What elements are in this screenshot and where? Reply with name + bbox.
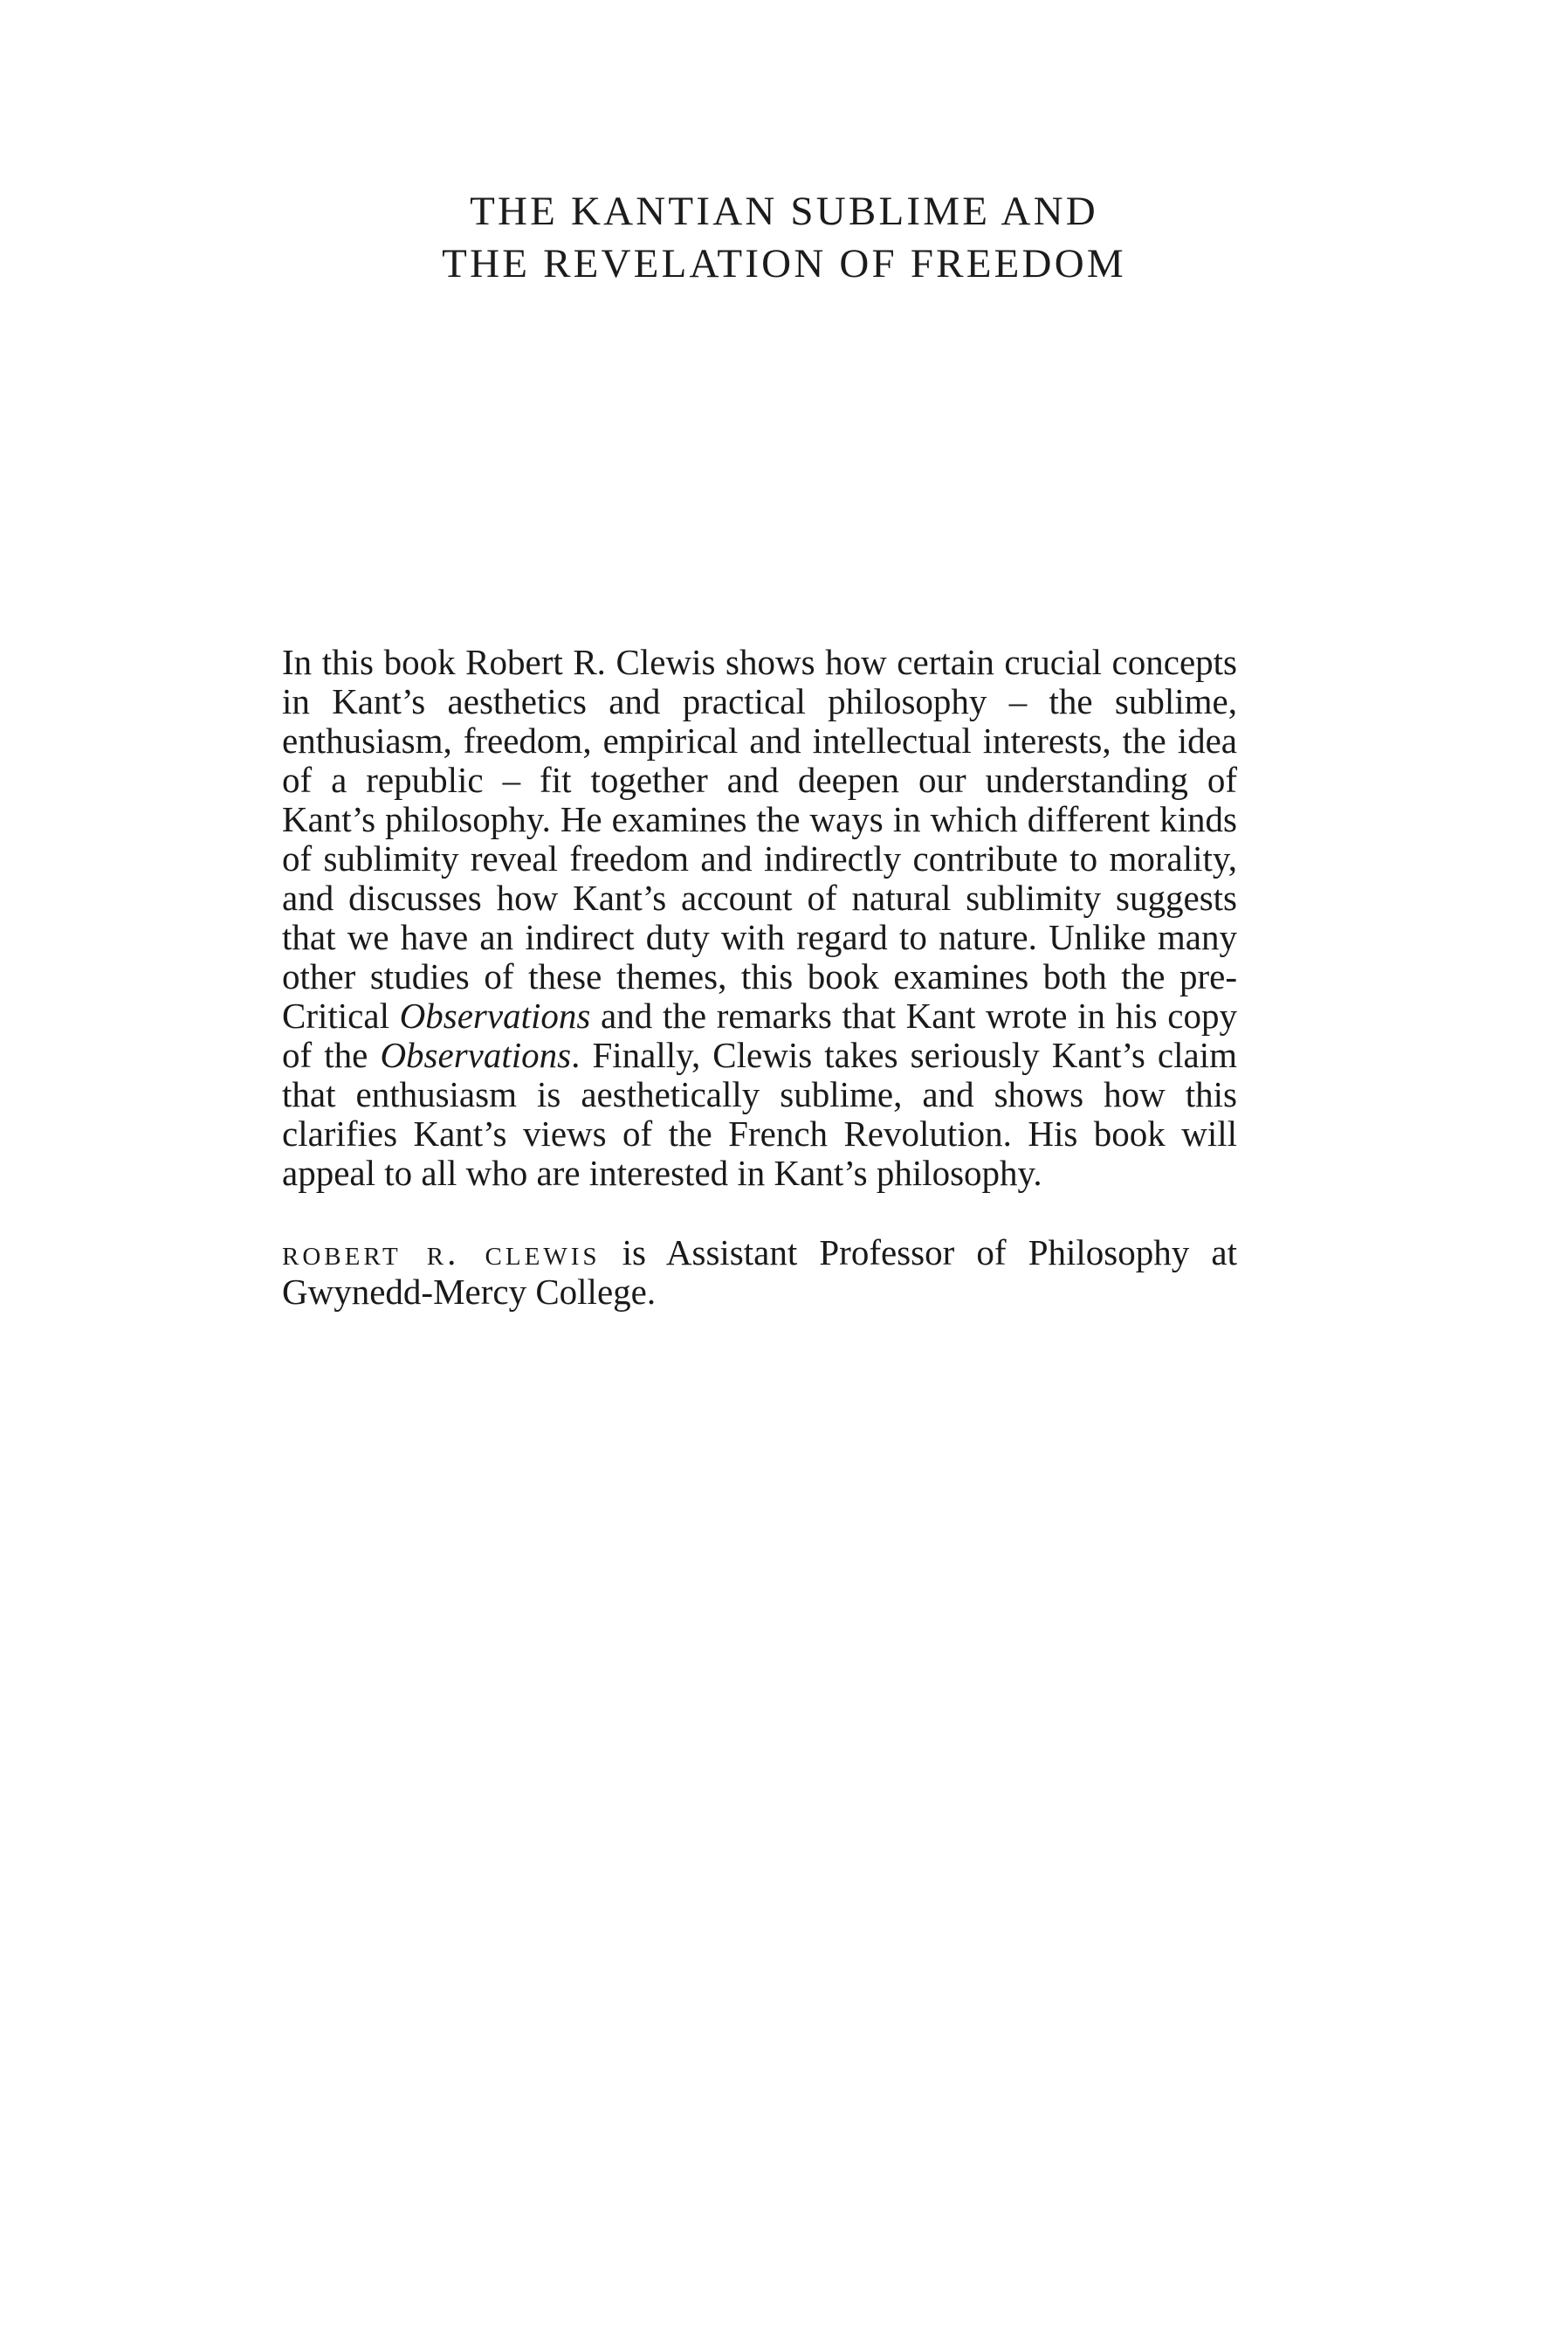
book-title: [0, 185, 1568, 290]
description-italic-observations-1: Observations: [399, 996, 591, 1036]
book-blurb: [282, 643, 1237, 1312]
book-title-line-1: THE KANTIAN SUBLIME AND: [470, 189, 1098, 234]
book-title-line-2: THE REVELATION OF FREEDOM: [442, 241, 1126, 286]
description-paragraph: [282, 643, 1237, 1193]
author-name: robert r. clewis: [282, 1232, 601, 1272]
author-note: [282, 1233, 1237, 1312]
description-text-3: . Finally, Clewis takes seriously Kant’s claim that enthusiasm is aesthetically sublime, and shows how this clarifies Kant’s views of the French Revolution. His book will appeal to all who are interested in Kant’s philosophy.: [282, 1035, 1237, 1193]
author-note-text: is Assistant Professor of Philosophy at Gwynedd-Mercy College.: [282, 1232, 1237, 1312]
description-text-2: and the remarks that Kant wrote in his copy of the: [282, 996, 1237, 1075]
description-text-1: In this book Robert R. Clewis shows how certain crucial concepts in Kant’s aesthetics and practical philosophy – the sublime, enthusiasm, freedom, empirical and intellectual interests, the idea of a republic – fit together and deepen our understanding of Kant’s philosophy. He examines the ways in which different kinds of sublimity reveal freedom and indirectly contribute to morality, and discusses how Kant’s account of natural sublimity suggests that we have an indirect duty with regard to nature. Unlike many other studies of these themes, this book examines both the pre-Critical: [282, 642, 1237, 1036]
description-italic-observations-2: Observations: [380, 1035, 572, 1075]
